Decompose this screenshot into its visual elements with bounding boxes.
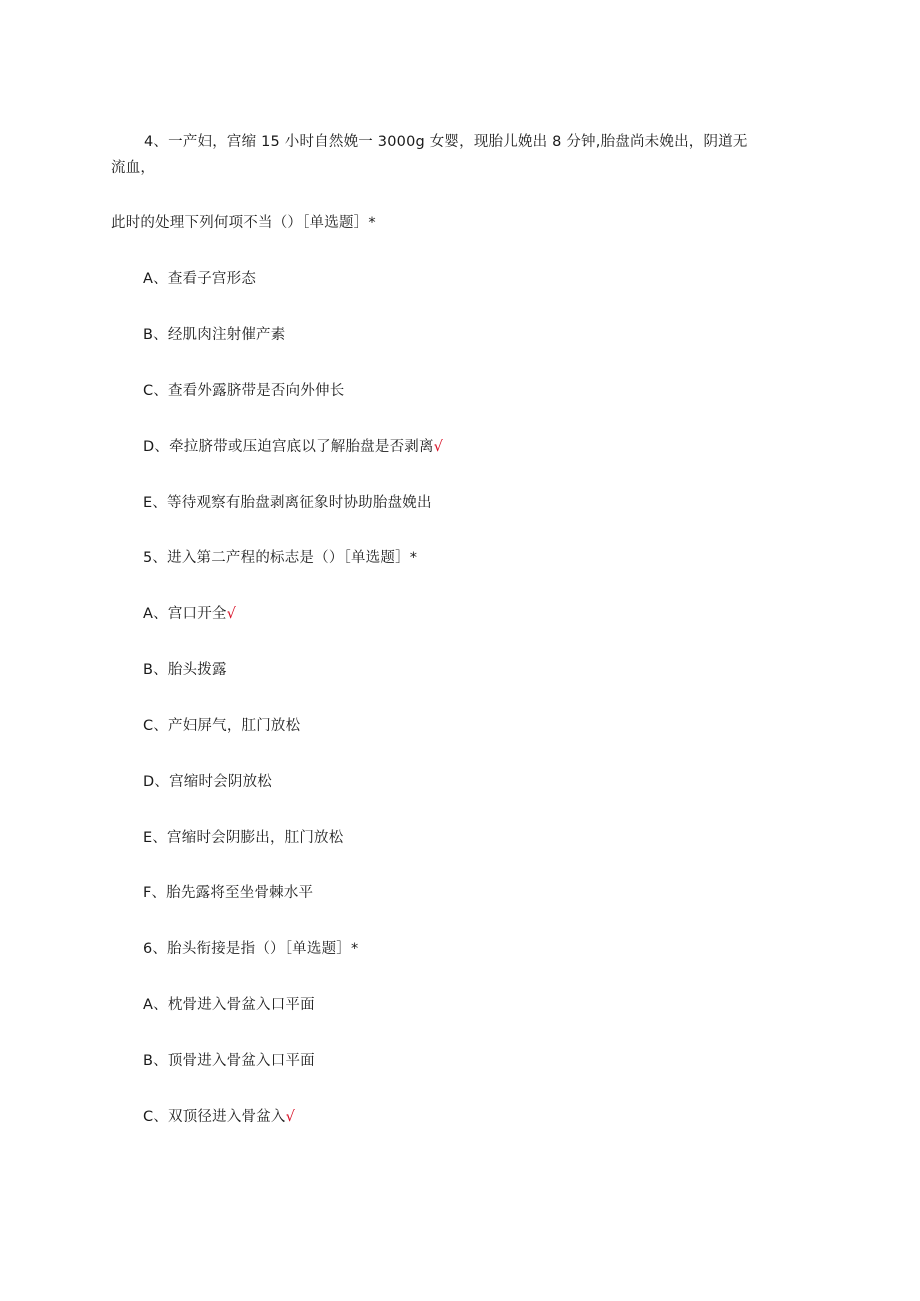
option-label: B、顶骨进入骨盆入口平面 xyxy=(143,1053,315,1069)
question-5-option-c xyxy=(143,716,300,736)
question-4-option-c xyxy=(143,381,344,401)
question-6-stem: 6、胎头衔接是指（）［单选题］* xyxy=(143,941,359,957)
question-5-option-a xyxy=(143,604,236,624)
question-4-text: 4、一产妇，宫缩 15 小时自然娩一 3000g 女婴，现胎儿娩出 8 分钟,胎盘尚未娩出，阴道无流血， xyxy=(111,134,748,176)
question-5-option-e xyxy=(143,828,343,848)
question-4-option-e xyxy=(143,493,432,513)
question-5-option-d xyxy=(143,772,272,792)
question-5-option-b xyxy=(143,660,227,680)
question-6-option-c xyxy=(143,1107,295,1127)
option-label: A、查看子宫形态 xyxy=(143,271,257,287)
option-label: F、胎先露将至坐骨棘水平 xyxy=(143,885,314,901)
question-4-stem: 此时的处理下列何项不当（）［单选题］* xyxy=(111,215,376,231)
question-4-option-d xyxy=(143,437,443,457)
option-label: C、双顶径进入骨盆入 xyxy=(143,1109,286,1125)
correct-answer-mark: √ xyxy=(285,1109,296,1125)
option-label: D、牵拉脐带或压迫宫底以了解胎盘是否剥离 xyxy=(143,439,434,455)
question-6-option-b xyxy=(143,1051,315,1071)
option-label: B、经肌肉注射催产素 xyxy=(143,327,286,343)
option-label: A、枕骨进入骨盆入口平面 xyxy=(143,997,315,1013)
option-label: E、宫缩时会阴膨出，肛门放松 xyxy=(143,830,344,846)
question-4-option-a xyxy=(143,269,256,289)
option-label: C、产妇屏气，肛门放松 xyxy=(143,718,301,734)
question-5-option-f xyxy=(143,883,313,903)
option-label: B、胎头拨露 xyxy=(143,662,227,678)
option-label: E、等待观察有胎盘剥离征象时协助胎盘娩出 xyxy=(143,495,432,511)
option-label: A、宫口开全 xyxy=(143,606,227,622)
correct-answer-mark: √ xyxy=(226,606,237,622)
question-6-option-a xyxy=(143,995,315,1015)
question-4-option-b xyxy=(143,325,285,345)
option-label: D、宫缩时会阴放松 xyxy=(143,774,272,790)
question-5-stem: 5、进入第二产程的标志是（）［单选题］* xyxy=(143,550,418,566)
correct-answer-mark: √ xyxy=(433,439,444,455)
option-label: C、查看外露脐带是否向外伸长 xyxy=(143,383,345,399)
